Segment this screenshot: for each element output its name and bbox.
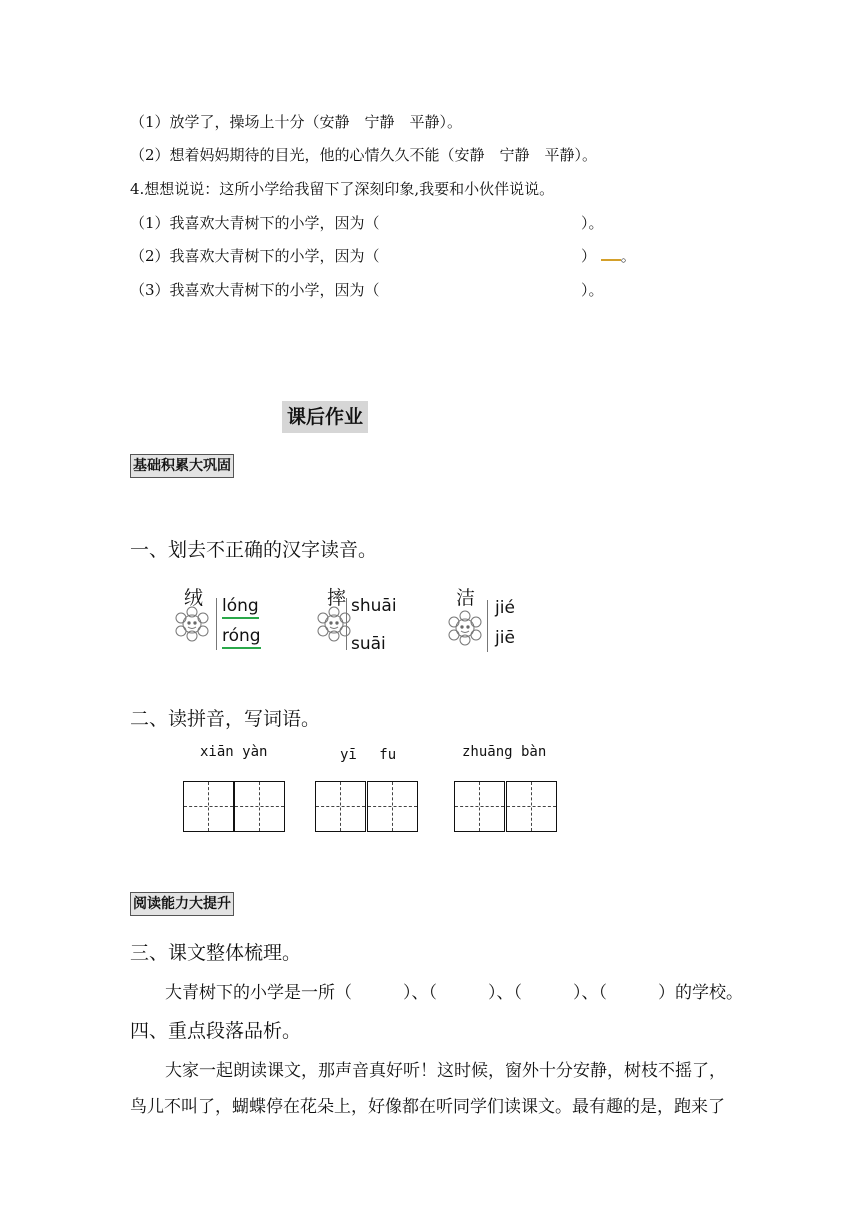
passage-line-1: 大家一起朗读课文，那声音真好听！这时候，窗外十分安静，树枝不摇了，	[165, 1061, 726, 1081]
question-4-title: 4.想想说说：这所小学给我留下了深刻印象,我要和小伙伴说说。	[130, 180, 555, 198]
q1-pinyin-3b[interactable]: jiē	[495, 628, 515, 648]
q2-pinyin-1: xiān yàn	[200, 744, 268, 760]
question-item-2: （2）想着妈妈期待的目光，他的心情久久不能（安静 宁静 平静）。	[130, 146, 598, 164]
writing-grid-cell[interactable]	[506, 781, 557, 832]
q4-line-3-end: ）。	[581, 281, 604, 299]
q4-line-1-end: ）。	[581, 214, 604, 232]
homework-title: 课后作业	[282, 401, 368, 433]
question-item-1: （1）放学了，操场上十分（安静 宁静 平静）。	[130, 113, 463, 131]
q2-title: 二、读拼音，写词语。	[130, 708, 321, 730]
q4-line-2-tail: 。	[620, 247, 636, 265]
q4-line-2-end	[581, 245, 636, 266]
q1-pinyin-1a-text: lóng	[222, 596, 259, 619]
flower-mascot-icon	[314, 604, 354, 644]
q4-line-2-close: ）	[581, 247, 597, 265]
divider-line	[346, 598, 347, 650]
writing-grid-cell[interactable]	[367, 781, 418, 832]
q4-line-1-text: （1）我喜欢大青树下的小学，因为（	[130, 214, 380, 232]
divider-line	[487, 600, 488, 652]
writing-grid-cell[interactable]	[183, 781, 234, 832]
q4-title: 四、重点段落品析。	[130, 1020, 302, 1042]
q4-line-2	[130, 245, 380, 266]
q1-pinyin-2b[interactable]: suāi	[351, 634, 386, 654]
q1-char-2: 摔	[327, 587, 347, 609]
flower-mascot-icon	[172, 604, 212, 644]
q4-line-3-text: （3）我喜欢大青树下的小学，因为（	[130, 281, 380, 299]
q2-pinyin-3: zhuāng bàn	[462, 744, 547, 760]
q1-pinyin-1b[interactable]	[222, 626, 261, 646]
q1-char-3: 洁	[456, 587, 476, 609]
q1-pinyin-2a[interactable]: shuāi	[351, 596, 397, 616]
writing-grid-cell[interactable]	[315, 781, 366, 832]
q1-pinyin-3a[interactable]: jié	[495, 598, 515, 618]
q2-pinyin-2: yī fu	[340, 747, 397, 763]
writing-grid-cell[interactable]	[234, 781, 285, 832]
q3-title: 三、课文整体梳理。	[130, 942, 302, 964]
q1-pinyin-1b-text: róng	[222, 626, 261, 649]
q1-title: 一、划去不正确的汉字读音。	[130, 539, 378, 561]
answer-blank[interactable]	[601, 245, 621, 261]
q4-line-2-text: （2）我喜欢大青树下的小学，因为（	[130, 247, 380, 265]
q1-char-1: 绒	[184, 587, 204, 609]
q4-line-3	[130, 279, 380, 300]
q1-pinyin-1a[interactable]	[222, 596, 259, 616]
passage-line-2: 鸟儿不叫了，蝴蝶停在花朵上，好像都在听同学们读课文。最有趣的是，跑来了	[130, 1097, 725, 1117]
flower-mascot-icon	[445, 608, 485, 648]
writing-grid-cell[interactable]	[454, 781, 505, 832]
section-label-reading: 阅读能力大提升	[130, 892, 234, 916]
divider-line	[216, 598, 217, 650]
q4-line-1	[130, 212, 380, 233]
q3-text: 大青树下的小学是一所（ ）、（ ）、（ ）、（ ）的学校。	[165, 983, 743, 1003]
section-label-basic: 基础积累大巩固	[130, 454, 234, 478]
